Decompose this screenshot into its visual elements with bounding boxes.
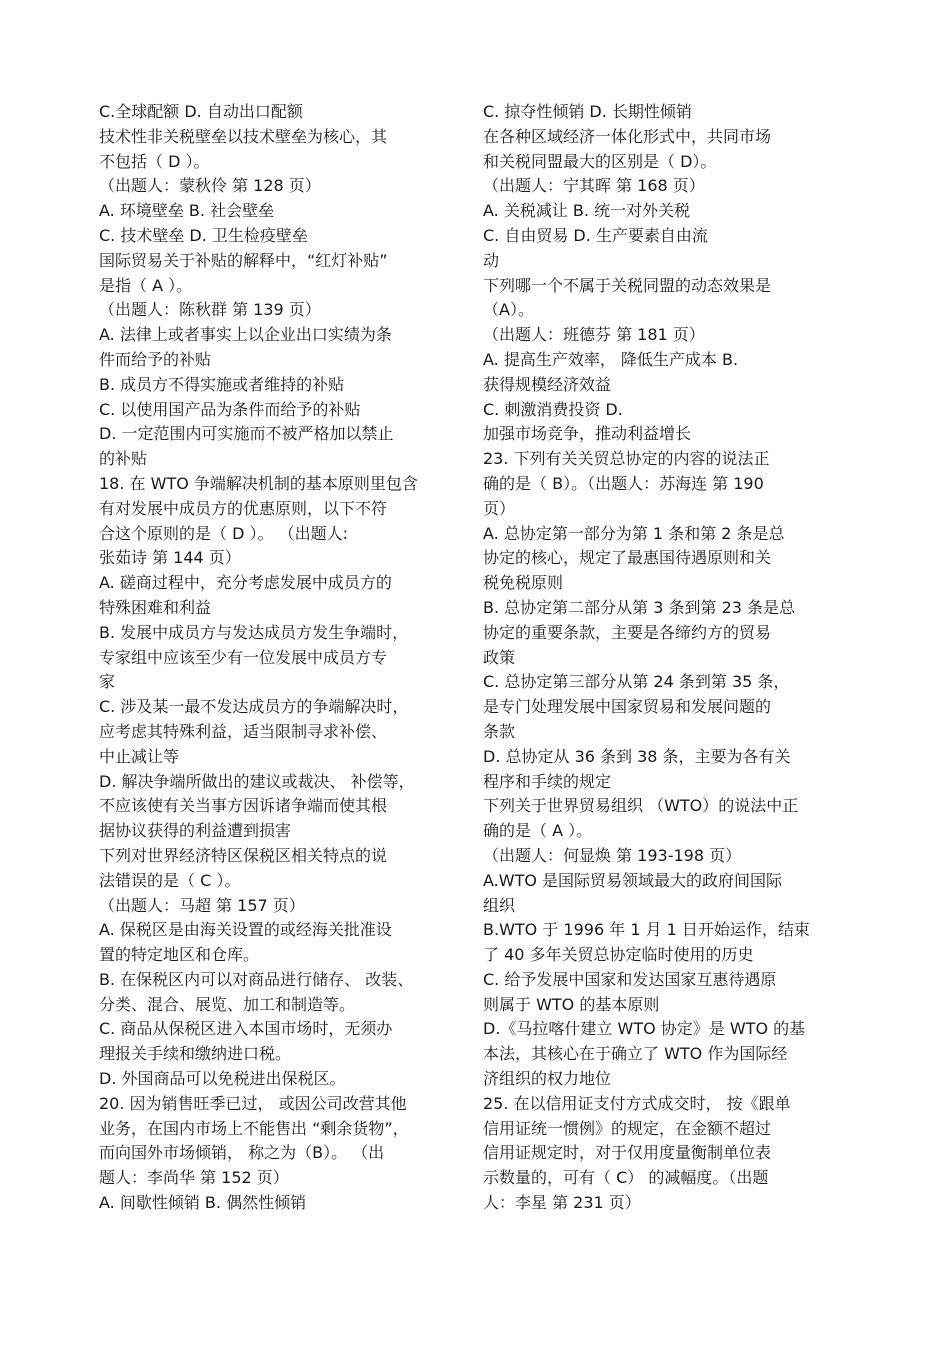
left-column-text-line: D. 外国商品可以免税进出保税区。 — [99, 1069, 346, 1089]
left-column-text-line: 应考虑其特殊利益，适当限制寻求补偿、 — [99, 721, 388, 741]
right-column-text-line: 下列哪一个不属于关税同盟的动态效果是 — [483, 275, 772, 295]
left-column-text-line: C. 技术壁垒 D. 卫生检疫壁垒 — [99, 225, 308, 245]
left-column-text-line: 题人：李尚华 第 152 页） — [99, 1168, 289, 1188]
right-column-text-line: 协定的核心，规定了最惠国待遇原则和关 — [483, 548, 772, 568]
right-column-text-line: （出题人：宁其晖 第 168 页） — [483, 176, 705, 196]
left-column-text-line: D. 解决争端所做出的建议或裁决、 补偿等， — [99, 771, 415, 791]
left-column-text-line: A. 环境壁垒 B. 社会壁垒 — [99, 201, 275, 221]
right-column-text-line: C. 掠夺性倾销 D. 长期性倾销 — [483, 102, 692, 121]
right-column-text-line: 了 40 多年关贸总协定临时使用的历史 — [483, 945, 754, 965]
left-column-text-line: 件而给予的补贴 — [99, 349, 212, 369]
right-column-text-line: 23. 下列有关关贸总协定的内容的说法正 — [483, 449, 770, 469]
left-column-text-line: B. 在保税区内可以对商品进行储存、 改装、 — [99, 969, 414, 989]
right-column-text-line: B.WTO 于 1996 年 1 月 1 日开始运作，结束 — [483, 920, 810, 940]
right-column-text-line: C. 给予发展中国家和发达国家互惠待遇原 — [483, 969, 777, 989]
right-column-text-line: 协定的重要条款，主要是各缔约方的贸易 — [483, 622, 772, 642]
right-column-text-line: A.WTO 是国际贸易领域最大的政府间国际 — [483, 870, 783, 890]
left-column-text-line: 国际贸易关于补贴的解释中，“红灯补贴” — [99, 250, 388, 270]
right-column-text-line: A. 关税减让 B. 统一对外关税 — [483, 201, 691, 221]
right-column-text-line: 动 — [483, 250, 500, 270]
right-column-text-line: C. 自由贸易 D. 生产要素自由流 — [483, 225, 708, 245]
right-column-text-line: 确的是（ A ）。 — [483, 821, 593, 841]
left-column-text-line: 业务，在国内市场上不能售出 “剩余货物”， — [99, 1118, 409, 1138]
left-column-text-line: 张茹诗 第 144 页） — [99, 548, 241, 568]
left-column-text-line: B. 发展中成员方与发达成员方发生争端时， — [99, 622, 409, 642]
left-column-text-line: 特殊困难和利益 — [99, 597, 212, 617]
left-column-text-line: 不包括（ D ）。 — [99, 151, 210, 171]
left-column-text-line: 法错误的是（ C ）。 — [99, 870, 241, 890]
right-column-text-line: 本法，其核心在于确立了 WTO 作为国际经 — [483, 1044, 788, 1064]
right-column-text-line: 在各种区域经济一体化形式中，共同市场 — [483, 126, 772, 146]
left-column-text-line: 有对发展中成员方的优惠原则，以下不符 — [99, 498, 388, 518]
left-column — [99, 100, 459, 1216]
right-column-text-line: 页） — [483, 498, 516, 518]
left-column-text-line: （出题人：陈秋群 第 139 页） — [99, 300, 321, 320]
left-column-text-line: A. 间歇性倾销 B. 偶然性倾销 — [99, 1193, 307, 1213]
left-column-text-line: C. 涉及某一最不发达成员方的争端解决时， — [99, 697, 409, 717]
right-column-text-line: 确的是（ B）。（出题人：苏海连 第 190 — [483, 473, 764, 493]
right-column-text-line: C. 总协定第三部分从第 24 条到第 35 条， — [483, 672, 790, 692]
right-column-text-line: （出题人：何显焕 第 193-198 页） — [483, 845, 742, 865]
right-column-text-line: 程序和手续的规定 — [483, 771, 612, 791]
right-column-text-line: 政策 — [483, 647, 516, 667]
right-column-text-line: 25. 在以信用证支付方式成交时， 按《跟单 — [483, 1093, 791, 1113]
left-column-text-line: D. 一定范围内可实施而不被严格加以禁止 — [99, 424, 394, 444]
left-column-text-line: 技术性非关税壁垒以技术壁垒为核心，其 — [99, 126, 388, 146]
right-column-text-line: （出题人：班德芬 第 181 页） — [483, 325, 705, 345]
right-column-text-line: 济组织的权力地位 — [483, 1069, 612, 1089]
left-column-text-line: B. 成员方不得实施或者维持的补贴 — [99, 374, 345, 394]
left-column-text-line: 专家组中应该至少有一位发展中成员方专 — [99, 647, 388, 667]
left-column-text-line: 而向国外市场倾销， 称之为（B）。 （出 — [99, 1143, 385, 1163]
right-column-text-line: 下列关于世界贸易组织 （WTO）的说法中正 — [483, 796, 799, 816]
left-column-text-line: A. 法律上或者事实上以企业出口实绩为条 — [99, 325, 392, 345]
left-column-text-line: 据协议获得的利益遭到损害 — [99, 821, 292, 841]
right-column-text-line: A. 总协定第一部分为第 1 条和第 2 条是总 — [483, 523, 785, 543]
left-column-text-line: 20. 因为销售旺季已过， 或因公司改营其他 — [99, 1093, 407, 1113]
right-column — [483, 100, 843, 1216]
left-column-text-line: （出题人：马超 第 157 页） — [99, 895, 305, 915]
left-column-text-line: 分类、混合、展览、加工和制造等。 — [99, 994, 356, 1014]
left-column-text-line: 合这个原则的是（ D ）。 （出题人: — [99, 523, 348, 543]
right-column-text-line: 和关税同盟最大的区别是（ D）。 — [483, 151, 717, 171]
right-column-text-line: 信用证统一惯例》的规定，在金额不超过 — [483, 1118, 772, 1138]
left-column-text-line: 置的特定地区和仓库。 — [99, 945, 260, 965]
right-column-text-line: B. 总协定第二部分从第 3 条到第 23 条是总 — [483, 597, 796, 617]
right-column-text-line: 条款 — [483, 721, 516, 741]
right-column-text-line: 获得规模经济效益 — [483, 374, 612, 394]
right-column-text-line: （A）。 — [483, 300, 534, 320]
left-column-text-line: 是指（ A ）。 — [99, 275, 193, 295]
right-column-text-line: 组织 — [483, 895, 516, 915]
right-column-text-line: D.《马拉喀什建立 WTO 协定》是 WTO 的基 — [483, 1019, 806, 1039]
right-column-text-line: 人：李星 第 231 页） — [483, 1193, 641, 1213]
left-column-text-line: A. 磋商过程中，充分考虑发展中成员方的 — [99, 573, 392, 593]
left-column-text-line: A. 保税区是由海关设置的或经海关批准设 — [99, 920, 392, 940]
left-column-text-line: 下列对世界经济特区保税区相关特点的说 — [99, 845, 388, 865]
left-column-text-line: 中止减让等 — [99, 746, 180, 766]
left-column-text-line: 不应该使有关当事方因诉诸争端而使其根 — [99, 796, 388, 816]
left-column-text-line: C. 商品从保税区进入本国市场时，无须办 — [99, 1019, 393, 1039]
left-column-text-line: C.全球配额 D. 自动出口配额 — [99, 102, 303, 121]
right-column-text-line: 则属于 WTO 的基本原则 — [483, 994, 660, 1014]
right-column-text-line: 税免税原则 — [483, 573, 564, 593]
right-column-text-line: 信用证规定时，对于仅用度量衡制单位表 — [483, 1143, 772, 1163]
right-column-text-line: 加强市场竞争，推动利益增长 — [483, 424, 692, 444]
right-column-text-line: 是专门处理发展中国家贸易和发展问题的 — [483, 697, 772, 717]
right-column-text-line: D. 总协定从 36 条到 38 条，主要为各有关 — [483, 746, 791, 766]
right-column-text-line: 示数量的，可有（ C） 的减幅度。（出题 — [483, 1168, 769, 1188]
left-column-text-line: C. 以使用国产品为条件而给予的补贴 — [99, 399, 361, 419]
right-column-text-line: A. 提高生产效率， 降低生产成本 B. — [483, 349, 739, 369]
left-column-text-line: 的补贴 — [99, 449, 148, 469]
left-column-text-line: 家 — [99, 672, 116, 692]
left-column-text-line: 理报关手续和缴纳进口税。 — [99, 1044, 292, 1064]
left-column-text-line: （出题人：蒙秋伶 第 128 页） — [99, 176, 321, 196]
right-column-text-line: C. 刺激消费投资 D. — [483, 399, 623, 419]
left-column-text-line: 18. 在 WTO 争端解决机制的基本原则里包含 — [99, 473, 418, 493]
